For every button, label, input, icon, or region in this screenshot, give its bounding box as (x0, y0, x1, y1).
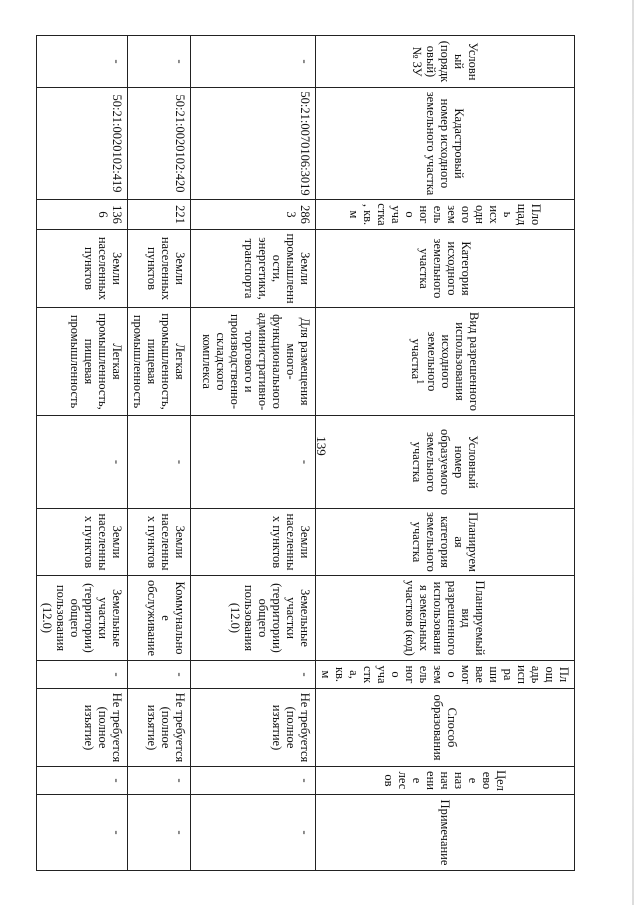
cell-num: - (191, 36, 316, 88)
cell-area: 1366 (37, 200, 128, 230)
cell-req-area: - (37, 661, 128, 689)
cell-note: - (128, 795, 191, 871)
header-req-area: Площадь испрашиваемого земельного участка, кв. м (316, 661, 575, 689)
cell-new-num: - (191, 416, 316, 509)
header-new-num: Условный номер образуемого земельного участка (316, 416, 575, 509)
cell-forest: - (191, 767, 316, 795)
cell-new-num: - (37, 416, 128, 509)
page-number: 139 (313, 436, 329, 456)
cell-plan-vri: Земельные участки (территории) общего пользования (12.0) (191, 576, 316, 661)
cell-plan-category: Земли населенных пунктов (37, 509, 128, 576)
header-forest: Целевое назначение лесов (316, 767, 575, 795)
header-area: Площадь исходного земельного участка, кв. м (316, 200, 575, 230)
header-num: Условный (порядковый) № ЗУ (316, 36, 575, 88)
land-plots-table (36, 35, 575, 871)
cell-plan-vri: Земельные участки (территории) общего пользования (12.0) (37, 576, 128, 661)
scan-edge (632, 0, 634, 905)
cell-note: - (191, 795, 316, 871)
cell-cadastral: 50:21:0070106:3019 (191, 88, 316, 200)
cell-method: Не требуется (полное изъятие) (128, 689, 191, 767)
cell-num: - (37, 36, 128, 88)
cell-category: Земли населенных пунктов (128, 230, 191, 308)
header-category: Категория исходного земельного участка (316, 230, 575, 308)
cell-plan-category: Земли населенных пунктов (128, 509, 191, 576)
cell-area: 221 (128, 200, 191, 230)
header-cadastral: Кадастровый номер исходного земельного участка (316, 88, 575, 200)
table-row (191, 36, 316, 871)
cell-method: Не требуется (полное изъятие) (37, 689, 128, 767)
cell-new-num: - (128, 416, 191, 509)
cell-num: - (128, 36, 191, 88)
cell-note: - (37, 795, 128, 871)
cell-vri: Для размещения много-функционального административно-торгового и производственно-складского комплекса (191, 308, 316, 416)
cell-plan-category: Земли населенных пунктов (191, 509, 316, 576)
cell-area: 2863 (191, 200, 316, 230)
cell-cadastral: 50:21:0020102:420 (128, 88, 191, 200)
header-vri (316, 308, 575, 416)
header-vri-footnote: 1 (414, 379, 426, 385)
header-note: Примечание (316, 795, 575, 871)
cell-req-area: - (191, 661, 316, 689)
header-row (316, 36, 575, 871)
cell-category: Земли промышленности, энергетики, транспорта (191, 230, 316, 308)
cell-vri: Легкая промышленность, пищевая промышленность (37, 308, 128, 416)
cell-forest: - (37, 767, 128, 795)
table-row (37, 36, 128, 871)
cell-cadastral: 50:21:0020102:419 (37, 88, 128, 200)
cell-req-area: - (128, 661, 191, 689)
cell-plan-vri: Коммунальное обслуживание (128, 576, 191, 661)
header-method: Способ образования (316, 689, 575, 767)
table-row (128, 36, 191, 871)
cell-category: Земли населенных пунктов (37, 230, 128, 308)
header-vri-text: Вид разрешенного использования исходного земельного участка (408, 312, 482, 411)
cell-forest: - (128, 767, 191, 795)
cell-vri: Легкая промышленность, пищевая промышленность (128, 308, 191, 416)
header-plan-vri: Планируемый вид разрешенного использования земельных участков (код) (316, 576, 575, 661)
cell-method: Не требуется (полное изъятие) (191, 689, 316, 767)
header-plan-category: Планируемая категория земельного участка (316, 509, 575, 576)
